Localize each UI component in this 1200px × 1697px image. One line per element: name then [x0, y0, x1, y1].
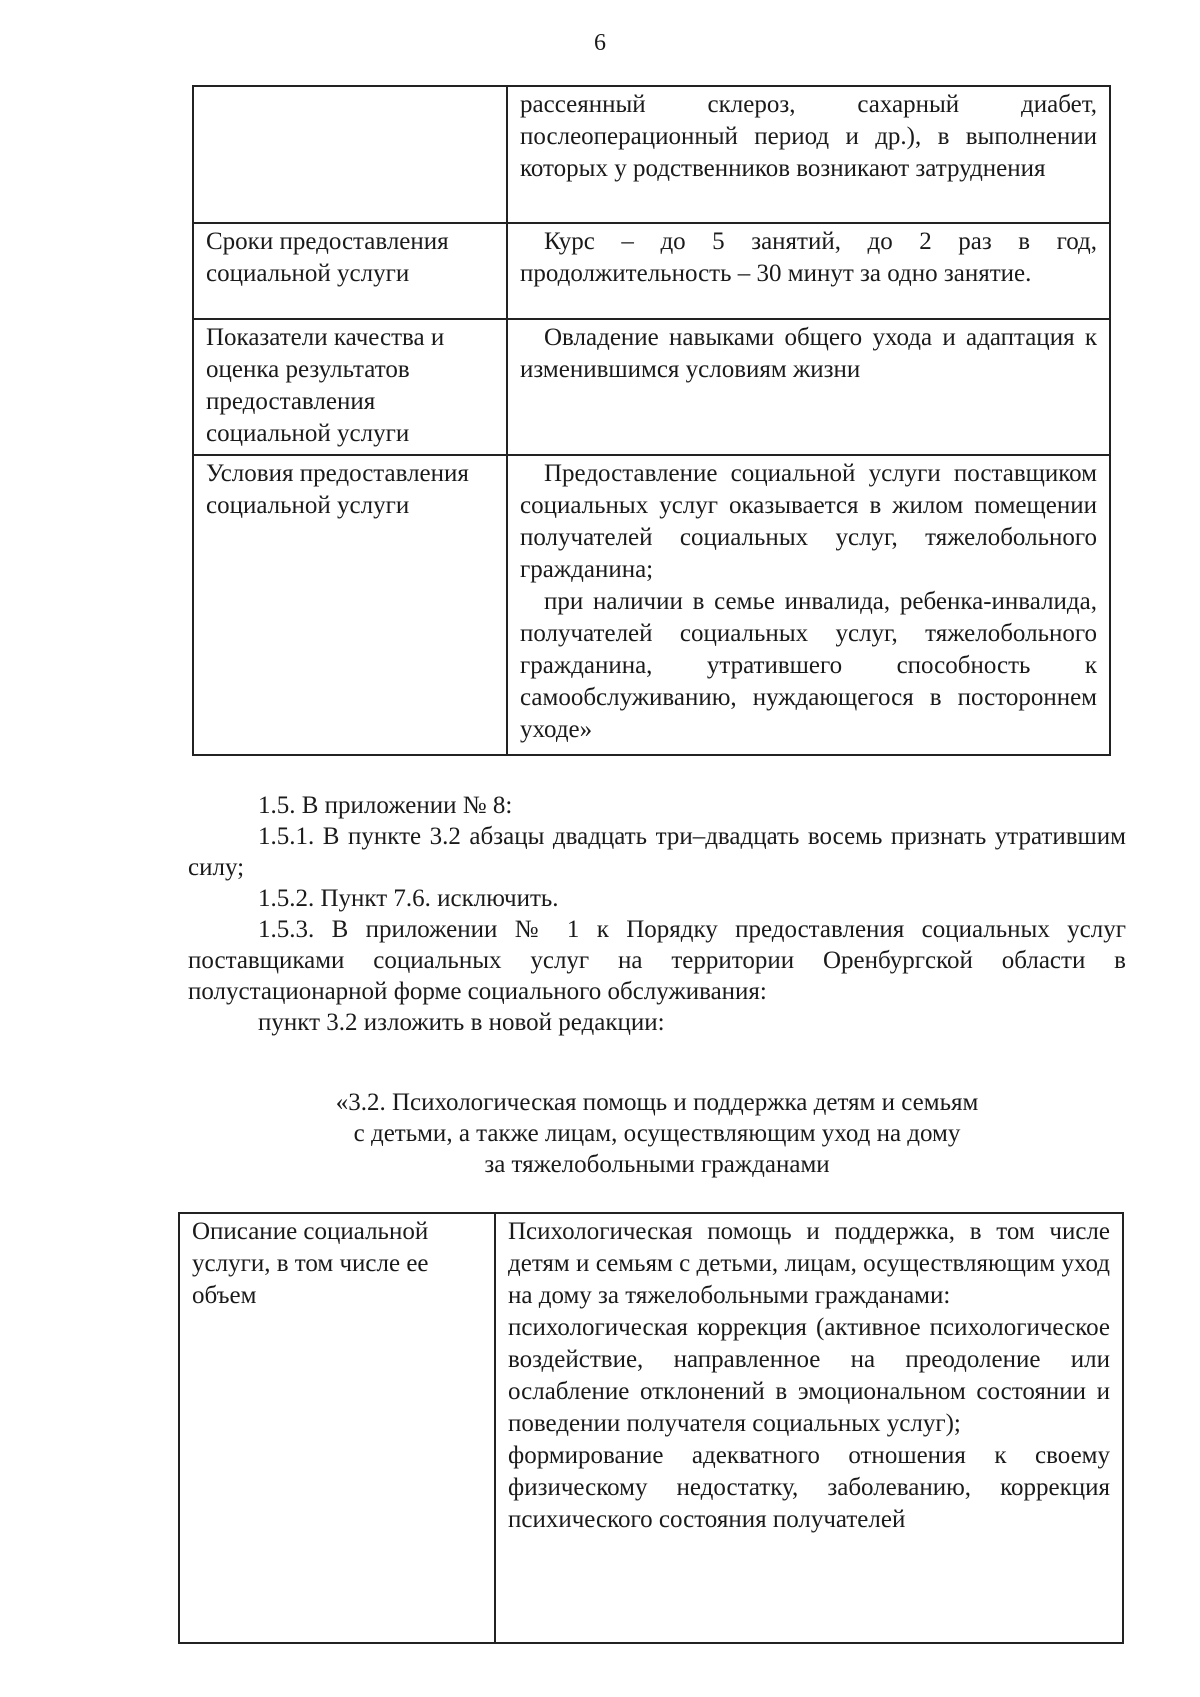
section-heading [188, 1087, 1126, 1180]
row-label: Сроки предоставления социальной услуги [193, 223, 507, 319]
table-row [193, 86, 1110, 223]
row-label: Описание социальной услуги, в том числе ее объем [179, 1213, 495, 1643]
row-paragraph: Психологическая помощь и поддержка, в том числе детям и семьям с детьми, лицам, осуществляющим уход на дому за тяжелобольными гражданами: [508, 1218, 1110, 1309]
row-paragraph: рассеянный склероз, сахарный диабет, послеоперационный период и др.), в выполнении которых у родственников возникают затруднения [520, 91, 1097, 182]
row-paragraph: при наличии в семье инвалида, ребенка-инвалида, получателей социальных услуг, тяжелобольного гражданина, утратившего способность к самообслуживанию, нуждающегося в постороннем уходе» [520, 588, 1097, 743]
heading-line: за тяжелобольными гражданами [484, 1151, 830, 1178]
row-label: Показатели качества и оценка результатов предоставления социальной услуги [193, 319, 507, 455]
service-description-table [178, 1212, 1124, 1644]
paragraph: 1.5. В приложении № 8: [258, 792, 513, 819]
paragraph: 1.5.2. Пункт 7.6. исключить. [258, 885, 559, 912]
heading-line: «3.2. Психологическая помощь и поддержка детям и семьям [335, 1089, 979, 1116]
row-label [193, 86, 507, 223]
row-paragraph: Курс – до 5 занятий, до 2 раз в год, продолжительность – 30 минут за одно занятие. [520, 228, 1097, 287]
paragraph: пункт 3.2 изложить в новой редакции: [258, 1009, 665, 1036]
row-content [495, 1213, 1123, 1643]
paragraph: 1.5.1. В пункте 3.2 абзацы двадцать три–двадцать восемь признать утратившим силу; [188, 823, 1126, 881]
row-paragraph: Овладение навыками общего ухода и адаптация к изменившимся условиям жизни [520, 324, 1097, 383]
row-content [507, 223, 1110, 319]
row-paragraph: формирование адекватного отношения к своему физическому недостатку, заболеванию, коррекция психического состояния получателей [508, 1442, 1110, 1533]
table-row [193, 455, 1110, 755]
table-row [179, 1213, 1123, 1643]
page-number: 6 [594, 30, 606, 56]
row-label: Условия предоставления социальной услуги [193, 455, 507, 755]
table-row [193, 319, 1110, 455]
heading-line: с детьми, а также лицам, осуществляющим уход на дому [353, 1120, 961, 1147]
row-paragraph: психологическая коррекция (активное психологическое воздействие, направленное на преодоление или ослабление отклонений в эмоциональном состоянии и поведении получателя социальных услуг); [508, 1314, 1110, 1437]
row-content [507, 455, 1110, 755]
row-paragraph: Предоставление социальной услуги поставщиком социальных услуг оказывается в жилом помещении получателей социальных услуг, тяжелобольного гражданина; [520, 460, 1097, 583]
table-row [193, 223, 1110, 319]
row-content [507, 86, 1110, 223]
row-content [507, 319, 1110, 455]
amendment-text [188, 790, 1126, 1038]
services-table-continued [192, 85, 1111, 756]
paragraph: 1.5.3. В приложении № 1 к Порядку предоставления социальных услуг поставщиками социальных услуг на территории Оренбургской области в полустационарной форме социального обслуживания: [188, 916, 1126, 1005]
